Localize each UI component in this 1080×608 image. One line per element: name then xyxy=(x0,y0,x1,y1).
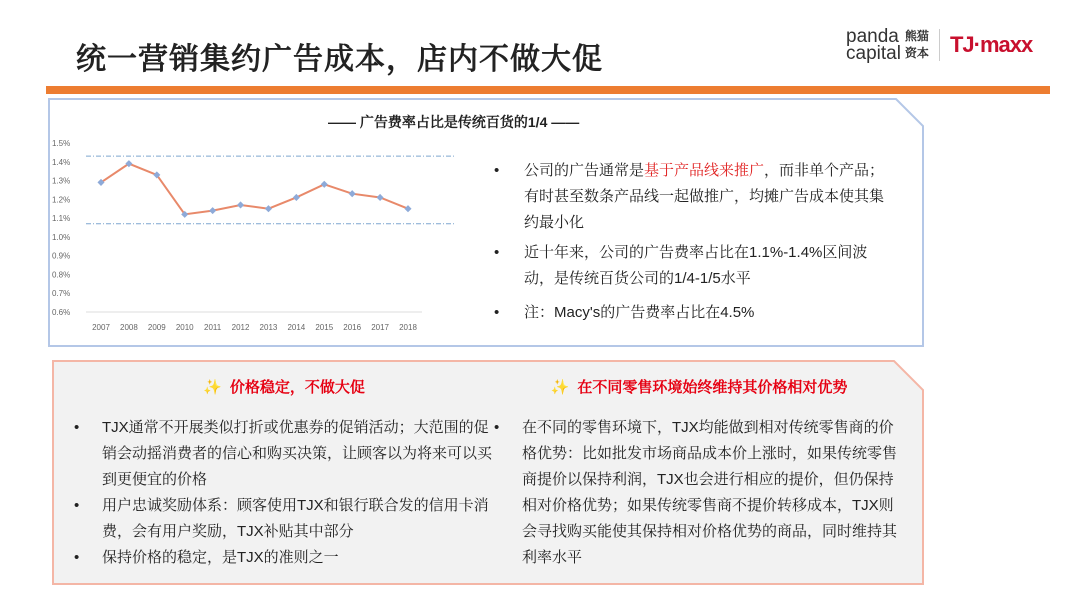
list-item: • TJX通常不开展类似打折或优惠券的促销活动；大范围的促销会动摇消费者的信心和购买决策，让顾客以为将来可以买到更便宜的价格 xyxy=(74,415,494,493)
y-tick-label: 1.5% xyxy=(52,139,71,148)
x-tick-label: 2014 xyxy=(287,323,306,332)
panda-capital-cn-logo: 熊猫 资本 xyxy=(904,29,929,60)
list-item: • 用户忠诚奖励体系：顾客使用TJX和银行联合发的信用卡消费，会有用户奖励，TJX补贴其中部分 xyxy=(74,493,494,545)
panda-capital-logo: panda capital xyxy=(846,26,901,64)
chart-panel xyxy=(48,98,924,347)
tjmaxx-logo: TJ·maxx xyxy=(949,32,1033,57)
y-tick-label: 0.6% xyxy=(52,308,71,317)
x-tick-label: 2017 xyxy=(371,323,389,332)
chart-title: —— 广告费率占比是传统百货的1/4 —— xyxy=(328,114,580,130)
top-bullet-list xyxy=(492,158,892,330)
bullet-item: • 公司的广告通常是基于产品线来推广，而非单个产品；有时甚至数条产品线一起做推广，均摊广告成本使其集约最小化 xyxy=(492,158,892,236)
data-point xyxy=(237,201,244,208)
header-divider xyxy=(46,86,1050,94)
list-item: • 在不同的零售环境下，TJX均能做到相对传统零售商的价格优势：比如批发市场商品成本价上涨时，如果传统零售商提价以保持利润，TJX也会进行相应的提价，但仍保持相对价格优势；如果传统零售商不提价转移成本，TJX则会寻找购买能使其保持相对价格优势的商品，同时维持其利率水平 xyxy=(494,415,904,571)
data-point xyxy=(377,194,384,201)
x-tick-label: 2009 xyxy=(147,323,166,332)
right-panel xyxy=(494,360,904,571)
sparkle-icon: ✨ xyxy=(550,379,570,396)
y-tick-label: 1.1% xyxy=(52,214,71,224)
y-tick-label: 0.7% xyxy=(52,289,71,299)
y-tick-label: 0.8% xyxy=(52,270,71,280)
line-chart xyxy=(48,98,478,347)
left-panel-heading: ✨ 价格稳定，不做大促 xyxy=(203,379,365,396)
strategy-panel xyxy=(52,360,924,585)
series-line xyxy=(101,164,408,215)
y-tick-label: 1.2% xyxy=(52,195,71,205)
x-tick-label: 2018 xyxy=(399,323,417,332)
right-panel-heading: ✨ 在不同零售环境始终维持其价格相对优势 xyxy=(550,379,848,396)
x-tick-label: 2007 xyxy=(92,323,110,332)
bullet-item: • 注：Macy's的广告费率占比在4.5% xyxy=(492,300,892,326)
x-tick-label: 2015 xyxy=(315,323,334,332)
x-tick-label: 2008 xyxy=(120,323,138,332)
left-panel xyxy=(74,360,494,571)
data-point xyxy=(293,194,300,201)
y-tick-label: 1.3% xyxy=(52,176,71,186)
y-tick-label: 1.0% xyxy=(52,232,71,242)
data-point xyxy=(404,205,411,212)
x-tick-label: 2010 xyxy=(175,323,194,332)
logos xyxy=(846,28,1032,62)
sparkle-icon: ✨ xyxy=(203,379,222,396)
data-point xyxy=(265,205,272,212)
list-item: • 保持价格的稳定，是TJX的准则之一 xyxy=(74,545,494,571)
bullet-item: • 近十年来，公司的广告费率占比在1.1%-1.4%区间波动，是传统百货公司的1/4-1/5水平 xyxy=(492,240,892,292)
data-point xyxy=(349,190,356,197)
x-tick-label: 2016 xyxy=(343,323,362,332)
y-tick-label: 0.9% xyxy=(52,251,71,261)
logo-divider xyxy=(939,29,940,61)
data-point xyxy=(321,181,328,188)
data-point xyxy=(209,207,216,214)
x-tick-label: 2011 xyxy=(204,323,222,332)
page-title: 统一营销集约广告成本，店内不做大促 xyxy=(76,43,603,76)
x-tick-label: 2013 xyxy=(259,323,278,332)
x-tick-label: 2012 xyxy=(231,323,250,332)
y-tick-label: 1.4% xyxy=(52,157,71,167)
